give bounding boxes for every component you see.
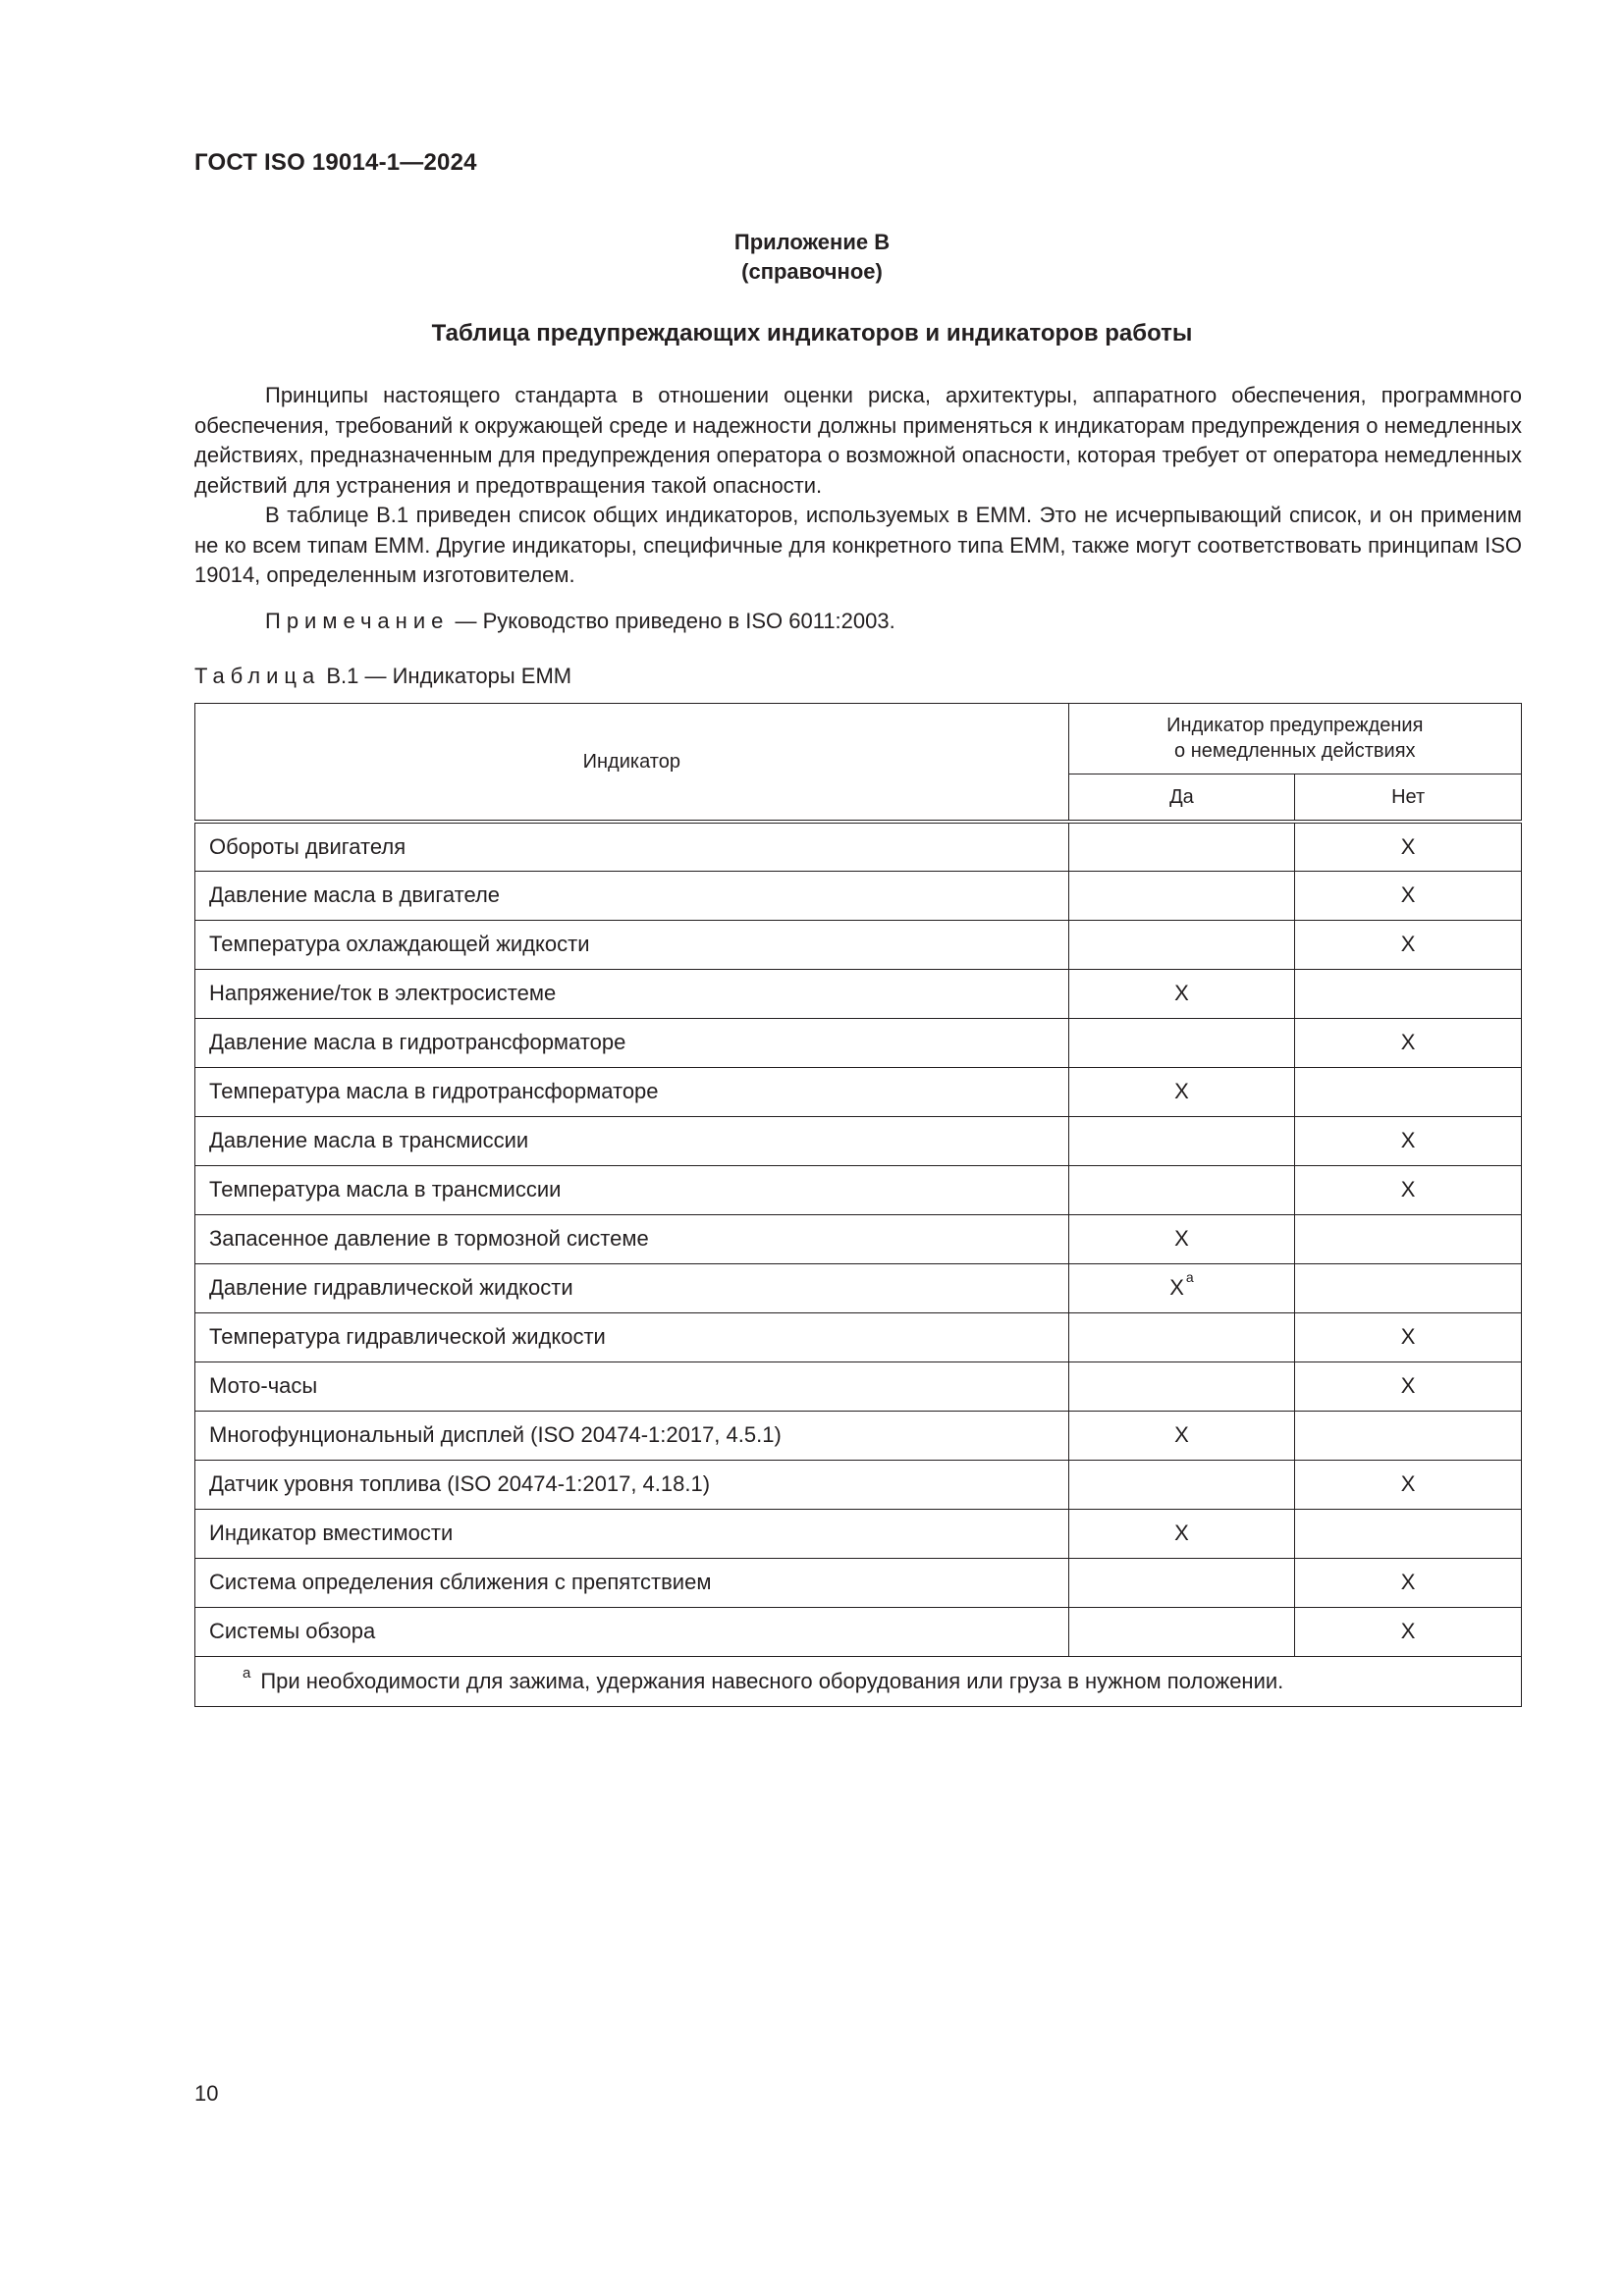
indicator-name-cell: Температура охлаждающей жидкости bbox=[195, 920, 1069, 969]
yes-cell bbox=[1068, 1116, 1295, 1165]
annex-status: (справочное) bbox=[741, 259, 883, 284]
yes-cell bbox=[1068, 1607, 1295, 1656]
yes-cell bbox=[1068, 1165, 1295, 1214]
section-title: Таблица предупреждающих индикаторов и индикаторов работы bbox=[431, 320, 1193, 347]
paragraph-1: Принципы настоящего стандарта в отношении оценки риска, архитектуры, аппаратного обеспечения, программного обеспечения, требований к окружающей среде и надежности должны применяться к индикаторам предупреждения о немедленных действиях, предназначенным для предупреждения оператора о возможной опасности, которая требует от оператора немедленных действий для устранения и предотвращения такой опасности. bbox=[194, 383, 1522, 498]
table-row bbox=[195, 969, 1522, 1018]
yes-cell bbox=[1068, 920, 1295, 969]
table-row bbox=[195, 1509, 1522, 1558]
header-group-line-2: о немедленных действиях bbox=[1174, 740, 1416, 763]
yes-cell bbox=[1068, 871, 1295, 920]
table-row bbox=[195, 1116, 1522, 1165]
table-row bbox=[195, 1067, 1522, 1116]
indicator-name-cell: Давление гидравлической жидкости bbox=[195, 1263, 1069, 1312]
table-row bbox=[195, 1362, 1522, 1411]
yes-mark: X bbox=[1174, 1079, 1189, 1103]
no-cell: X bbox=[1295, 822, 1522, 871]
yes-cell bbox=[1068, 1460, 1295, 1509]
indicator-name-cell: Датчик уровня топлива (ISO 20474-1:2017, 4.18.1) bbox=[195, 1460, 1069, 1509]
indicators-table bbox=[194, 703, 1522, 1707]
indicator-name-cell: Индикатор вместимости bbox=[195, 1509, 1069, 1558]
no-cell bbox=[1295, 1411, 1522, 1460]
table-row bbox=[195, 1607, 1522, 1656]
indicator-name-cell: Давление масла в гидротрансформаторе bbox=[195, 1018, 1069, 1067]
footnote-ref: a bbox=[1185, 1269, 1194, 1285]
no-cell: X bbox=[1295, 1362, 1522, 1411]
footnote-text: При необходимости для зажима, удержания навесного оборудования или груза в нужном положении. bbox=[260, 1668, 1284, 1693]
table-footnote-row bbox=[195, 1656, 1522, 1706]
table-row bbox=[195, 1312, 1522, 1362]
page-number: 10 bbox=[194, 2081, 219, 2106]
header-indicator: Индикатор bbox=[195, 704, 1069, 823]
annex-title: Приложение В bbox=[733, 230, 891, 254]
no-cell: X bbox=[1295, 920, 1522, 969]
table-caption-label: Таблица bbox=[194, 664, 321, 688]
yes-mark: X bbox=[1174, 1521, 1189, 1545]
indicator-name-cell: Давление масла в трансмиссии bbox=[195, 1116, 1069, 1165]
indicator-name-cell: Температура масла в трансмиссии bbox=[195, 1165, 1069, 1214]
indicator-name-cell: Многофунциональный дисплей (ISO 20474-1:2017, 4.5.1) bbox=[195, 1411, 1069, 1460]
no-cell: X bbox=[1295, 1558, 1522, 1607]
table-row bbox=[195, 1460, 1522, 1509]
table-row bbox=[195, 1165, 1522, 1214]
standard-code: ГОСТ ISO 19014-1—2024 bbox=[194, 149, 477, 176]
table-row bbox=[195, 822, 1522, 871]
table-row bbox=[195, 1558, 1522, 1607]
body-text bbox=[194, 381, 1522, 591]
table-row bbox=[195, 1214, 1522, 1263]
no-cell: X bbox=[1295, 1607, 1522, 1656]
no-cell: X bbox=[1295, 1018, 1522, 1067]
indicator-name-cell: Запасенное давление в тормозной системе bbox=[195, 1214, 1069, 1263]
header-warning-group bbox=[1068, 704, 1521, 774]
no-cell: X bbox=[1295, 871, 1522, 920]
note bbox=[265, 609, 895, 634]
yes-cell bbox=[1068, 1214, 1295, 1263]
table-row bbox=[195, 1263, 1522, 1312]
no-cell bbox=[1295, 1509, 1522, 1558]
no-cell bbox=[1295, 1067, 1522, 1116]
indicator-name-cell: Напряжение/ток в электросистеме bbox=[195, 969, 1069, 1018]
yes-cell bbox=[1068, 969, 1295, 1018]
yes-cell bbox=[1068, 1263, 1295, 1312]
table-caption bbox=[194, 664, 571, 689]
yes-cell bbox=[1068, 1509, 1295, 1558]
yes-cell bbox=[1068, 1067, 1295, 1116]
indicator-name-cell: Система определения сближения с препятствием bbox=[195, 1558, 1069, 1607]
header-yes: Да bbox=[1068, 774, 1295, 822]
table-caption-text: В.1 — Индикаторы ЕММ bbox=[320, 664, 572, 688]
yes-cell bbox=[1068, 1558, 1295, 1607]
table-body bbox=[195, 822, 1522, 1656]
indicator-name-cell: Обороты двигателя bbox=[195, 822, 1069, 871]
no-cell: X bbox=[1295, 1165, 1522, 1214]
indicator-name-cell: Температура гидравлической жидкости bbox=[195, 1312, 1069, 1362]
no-cell: X bbox=[1295, 1460, 1522, 1509]
indicator-name-cell: Температура масла в гидротрансформаторе bbox=[195, 1067, 1069, 1116]
table-footnote bbox=[195, 1656, 1522, 1706]
indicator-name-cell: Мото-часы bbox=[195, 1362, 1069, 1411]
note-text: — Руководство приведено в ISO 6011:2003. bbox=[449, 609, 895, 633]
indicator-name-cell: Давление масла в двигателе bbox=[195, 871, 1069, 920]
no-cell bbox=[1295, 969, 1522, 1018]
paragraph-2: В таблице В.1 приведен список общих индикаторов, используемых в ЕММ. Это не исчерпывающий список, и он применим не ко всем типам ЕММ. Другие индикаторы, специфичные для конкретного типа ЕММ, также могут соответствовать принципам ISO 19014, определенным изготовителем. bbox=[194, 503, 1522, 587]
no-cell: X bbox=[1295, 1116, 1522, 1165]
table-row bbox=[195, 871, 1522, 920]
header-group-line-1: Индикатор предупреждения bbox=[1166, 715, 1424, 737]
no-cell: X bbox=[1295, 1312, 1522, 1362]
no-cell bbox=[1295, 1214, 1522, 1263]
note-label: Примечание bbox=[265, 609, 450, 633]
annex-heading bbox=[0, 228, 1624, 287]
yes-mark: X bbox=[1174, 1226, 1189, 1251]
table-row bbox=[195, 1018, 1522, 1067]
table-row bbox=[195, 920, 1522, 969]
table-row bbox=[195, 1411, 1522, 1460]
yes-cell bbox=[1068, 1411, 1295, 1460]
yes-mark: X bbox=[1174, 981, 1189, 1005]
no-cell bbox=[1295, 1263, 1522, 1312]
yes-cell bbox=[1068, 1362, 1295, 1411]
indicator-name-cell: Системы обзора bbox=[195, 1607, 1069, 1656]
yes-mark: X bbox=[1169, 1275, 1184, 1300]
footnote-marker: a bbox=[243, 1664, 251, 1682]
yes-mark: X bbox=[1174, 1422, 1189, 1447]
yes-cell bbox=[1068, 822, 1295, 871]
header-no: Нет bbox=[1295, 774, 1522, 822]
yes-cell bbox=[1068, 1312, 1295, 1362]
yes-cell bbox=[1068, 1018, 1295, 1067]
